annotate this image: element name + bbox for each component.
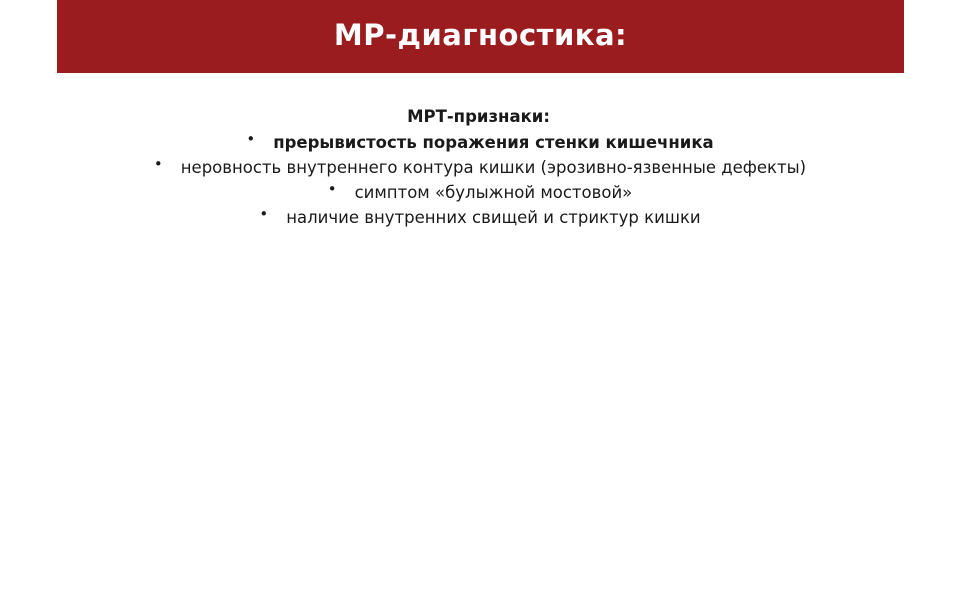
list-item-text: прерывистость поражения стенки кишечника xyxy=(273,133,714,152)
bullet-icon: • xyxy=(259,205,269,223)
bullet-list xyxy=(0,130,960,230)
list-item-text: симптом «булыжной мостовой» xyxy=(354,183,633,202)
list-item-text: неровность внутреннего контура кишки (эрозивно-язвенные дефекты) xyxy=(180,158,807,177)
list-item xyxy=(0,155,960,180)
slide-content xyxy=(0,104,960,230)
bullet-icon: • xyxy=(327,180,337,198)
list-item xyxy=(0,130,960,155)
list-item-text: наличие внутренних свищей и стриктур кишки xyxy=(286,208,701,227)
bullet-icon: • xyxy=(246,130,256,148)
list-item xyxy=(0,180,960,205)
bullet-icon: • xyxy=(153,155,163,173)
slide-title: МР-диагностика: xyxy=(333,17,628,52)
list-item xyxy=(0,205,960,230)
subheading: МРТ-признаки: xyxy=(407,107,550,126)
title-bar xyxy=(57,0,904,73)
